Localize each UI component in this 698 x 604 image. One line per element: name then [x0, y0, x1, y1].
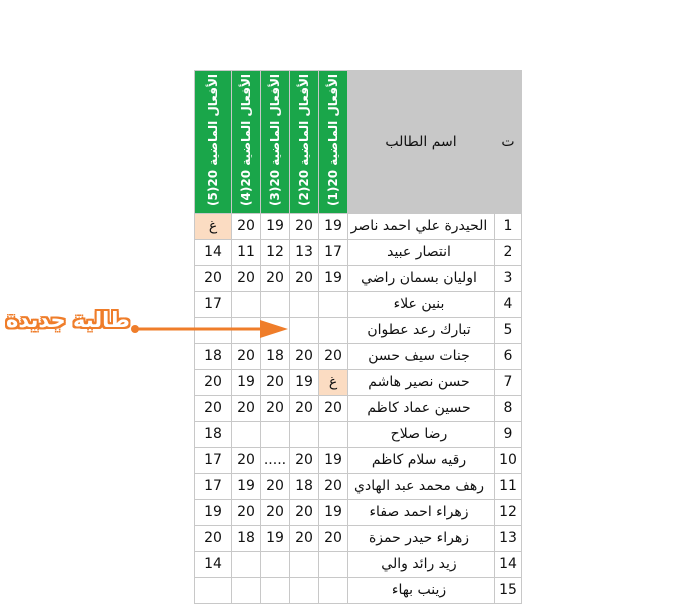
- row-number-cell[interactable]: 12: [495, 500, 522, 526]
- score-1-cell[interactable]: غ: [319, 370, 348, 396]
- score-2-cell[interactable]: [290, 292, 319, 318]
- header-score-4[interactable]: [232, 71, 261, 214]
- score-4-cell[interactable]: [232, 422, 261, 448]
- score-1-cell[interactable]: [319, 552, 348, 578]
- score-3-cell[interactable]: 12: [261, 240, 290, 266]
- student-name-cell[interactable]: رضا صلاح: [348, 422, 495, 448]
- score-3-cell[interactable]: 19: [261, 214, 290, 240]
- header-score-4-label: الأفعال الماضية 20(4): [239, 74, 253, 206]
- student-name-cell[interactable]: زهراء احمد صفاء: [348, 500, 495, 526]
- arrow-right-icon: [130, 318, 290, 340]
- student-name-cell[interactable]: زينب بهاء: [348, 578, 495, 604]
- table-row: [195, 214, 522, 240]
- score-1-cell[interactable]: 20: [319, 344, 348, 370]
- score-2-cell[interactable]: 20: [290, 266, 319, 292]
- row-number-cell[interactable]: 3: [495, 266, 522, 292]
- header-student-name[interactable]: اسم الطالب: [348, 71, 495, 214]
- header-row: [195, 71, 522, 214]
- score-1-cell[interactable]: 19: [319, 448, 348, 474]
- score-3-cell[interactable]: [261, 552, 290, 578]
- score-5-cell[interactable]: 14: [195, 240, 232, 266]
- score-4-cell[interactable]: 20: [232, 266, 261, 292]
- score-5-cell[interactable]: 17: [195, 448, 232, 474]
- row-number-cell[interactable]: 7: [495, 370, 522, 396]
- score-4-cell[interactable]: 19: [232, 370, 261, 396]
- header-score-5-label: الأفعال الماضية 20(5): [206, 74, 220, 206]
- score-1-cell[interactable]: 20: [319, 396, 348, 422]
- score-5-cell[interactable]: غ: [195, 214, 232, 240]
- score-2-cell[interactable]: [290, 552, 319, 578]
- score-3-cell[interactable]: 19: [261, 526, 290, 552]
- student-name-cell[interactable]: زهراء حيدر حمزة: [348, 526, 495, 552]
- table-row: [195, 292, 522, 318]
- score-5-cell[interactable]: 20: [195, 396, 232, 422]
- student-name-cell[interactable]: بنين علاء: [348, 292, 495, 318]
- student-name-cell[interactable]: الحيدرة علي احمد ناصر: [348, 214, 495, 240]
- score-5-cell[interactable]: 20: [195, 266, 232, 292]
- score-1-cell[interactable]: 19: [319, 266, 348, 292]
- student-name-cell[interactable]: انتصار عبيد: [348, 240, 495, 266]
- new-student-callout: طالبة جديدة: [6, 308, 130, 332]
- row-number-cell[interactable]: 14: [495, 552, 522, 578]
- score-3-cell[interactable]: 20: [261, 500, 290, 526]
- score-5-cell[interactable]: 17: [195, 474, 232, 500]
- table-row: [195, 474, 522, 500]
- score-4-cell[interactable]: 20: [232, 396, 261, 422]
- table-row: [195, 500, 522, 526]
- score-3-cell[interactable]: 20: [261, 370, 290, 396]
- score-4-cell[interactable]: [232, 292, 261, 318]
- table-row: [195, 396, 522, 422]
- table-row: [195, 448, 522, 474]
- score-3-cell[interactable]: .....: [261, 448, 290, 474]
- score-1-cell[interactable]: 20: [319, 526, 348, 552]
- score-4-cell[interactable]: 11: [232, 240, 261, 266]
- score-3-cell[interactable]: 20: [261, 474, 290, 500]
- student-name-cell[interactable]: اوليان بسمان راضي: [348, 266, 495, 292]
- score-3-cell[interactable]: [261, 422, 290, 448]
- score-3-cell[interactable]: 20: [261, 266, 290, 292]
- score-3-cell[interactable]: 18: [261, 344, 290, 370]
- score-2-cell[interactable]: 20: [290, 448, 319, 474]
- row-number-cell[interactable]: 5: [495, 318, 522, 344]
- row-number-cell[interactable]: 11: [495, 474, 522, 500]
- score-5-cell[interactable]: 14: [195, 552, 232, 578]
- row-number-cell[interactable]: 13: [495, 526, 522, 552]
- score-4-cell[interactable]: 20: [232, 500, 261, 526]
- row-number-cell[interactable]: 6: [495, 344, 522, 370]
- score-2-cell[interactable]: 13: [290, 240, 319, 266]
- score-1-cell[interactable]: 17: [319, 240, 348, 266]
- score-4-cell[interactable]: [232, 578, 261, 604]
- score-2-cell[interactable]: [290, 422, 319, 448]
- score-2-cell[interactable]: 18: [290, 474, 319, 500]
- score-1-cell[interactable]: [319, 578, 348, 604]
- score-2-cell[interactable]: 20: [290, 396, 319, 422]
- student-name-cell[interactable]: رقيه سلام كاظم: [348, 448, 495, 474]
- score-5-cell[interactable]: 20: [195, 370, 232, 396]
- row-number-cell[interactable]: 15: [495, 578, 522, 604]
- table-row: [195, 526, 522, 552]
- score-5-cell[interactable]: 18: [195, 422, 232, 448]
- score-2-cell[interactable]: [290, 318, 319, 344]
- table-row: [195, 344, 522, 370]
- score-4-cell[interactable]: 20: [232, 448, 261, 474]
- row-number-cell[interactable]: 1: [495, 214, 522, 240]
- table-row: [195, 552, 522, 578]
- score-5-cell[interactable]: 19: [195, 500, 232, 526]
- score-3-cell[interactable]: [261, 292, 290, 318]
- table-row: [195, 578, 522, 604]
- score-3-cell[interactable]: 20: [261, 396, 290, 422]
- score-2-cell[interactable]: 20: [290, 500, 319, 526]
- table-row: [195, 240, 522, 266]
- header-score-3-label: الأفعال الماضية 20(3): [268, 74, 282, 206]
- score-4-cell[interactable]: 19: [232, 474, 261, 500]
- score-2-cell[interactable]: 20: [290, 526, 319, 552]
- student-name-cell[interactable]: زيد رائد والي: [348, 552, 495, 578]
- score-1-cell[interactable]: [319, 422, 348, 448]
- row-number-cell[interactable]: 2: [495, 240, 522, 266]
- row-number-cell[interactable]: 8: [495, 396, 522, 422]
- table-row: [195, 422, 522, 448]
- table-row: [195, 266, 522, 292]
- student-name-cell[interactable]: حسين عماد كاظم: [348, 396, 495, 422]
- header-number[interactable]: ت: [495, 71, 522, 214]
- header-score-2[interactable]: [290, 71, 319, 214]
- table-row: [195, 370, 522, 396]
- score-4-cell[interactable]: 20: [232, 344, 261, 370]
- score-5-cell[interactable]: 17: [195, 292, 232, 318]
- score-4-cell[interactable]: 18: [232, 526, 261, 552]
- header-score-3[interactable]: [261, 71, 290, 214]
- table-body: [195, 214, 522, 604]
- score-1-cell[interactable]: 19: [319, 214, 348, 240]
- score-2-cell[interactable]: 19: [290, 370, 319, 396]
- score-3-cell[interactable]: [261, 578, 290, 604]
- score-4-cell[interactable]: 20: [232, 214, 261, 240]
- row-number-cell[interactable]: 4: [495, 292, 522, 318]
- score-2-cell[interactable]: 20: [290, 214, 319, 240]
- score-1-cell[interactable]: [319, 292, 348, 318]
- score-5-cell[interactable]: 18: [195, 344, 232, 370]
- score-1-cell[interactable]: 20: [319, 474, 348, 500]
- student-name-cell[interactable]: حسن نصير هاشم: [348, 370, 495, 396]
- score-2-cell[interactable]: [290, 578, 319, 604]
- score-2-cell[interactable]: 20: [290, 344, 319, 370]
- row-number-cell[interactable]: 9: [495, 422, 522, 448]
- score-1-cell[interactable]: [319, 318, 348, 344]
- score-5-cell[interactable]: [195, 578, 232, 604]
- score-5-cell[interactable]: 20: [195, 526, 232, 552]
- score-4-cell[interactable]: [232, 552, 261, 578]
- header-score-5[interactable]: [195, 71, 232, 214]
- header-score-1-label: الأفعال الماضية 20(1): [326, 74, 340, 206]
- student-name-cell[interactable]: رهف محمد عبد الهادي: [348, 474, 495, 500]
- score-1-cell[interactable]: 19: [319, 500, 348, 526]
- student-name-cell[interactable]: تبارك رعد عطوان: [348, 318, 495, 344]
- student-name-cell[interactable]: جنات سيف حسن: [348, 344, 495, 370]
- header-score-2-label: الأفعال الماضية 20(2): [297, 74, 311, 206]
- header-score-1[interactable]: [319, 71, 348, 214]
- row-number-cell[interactable]: 10: [495, 448, 522, 474]
